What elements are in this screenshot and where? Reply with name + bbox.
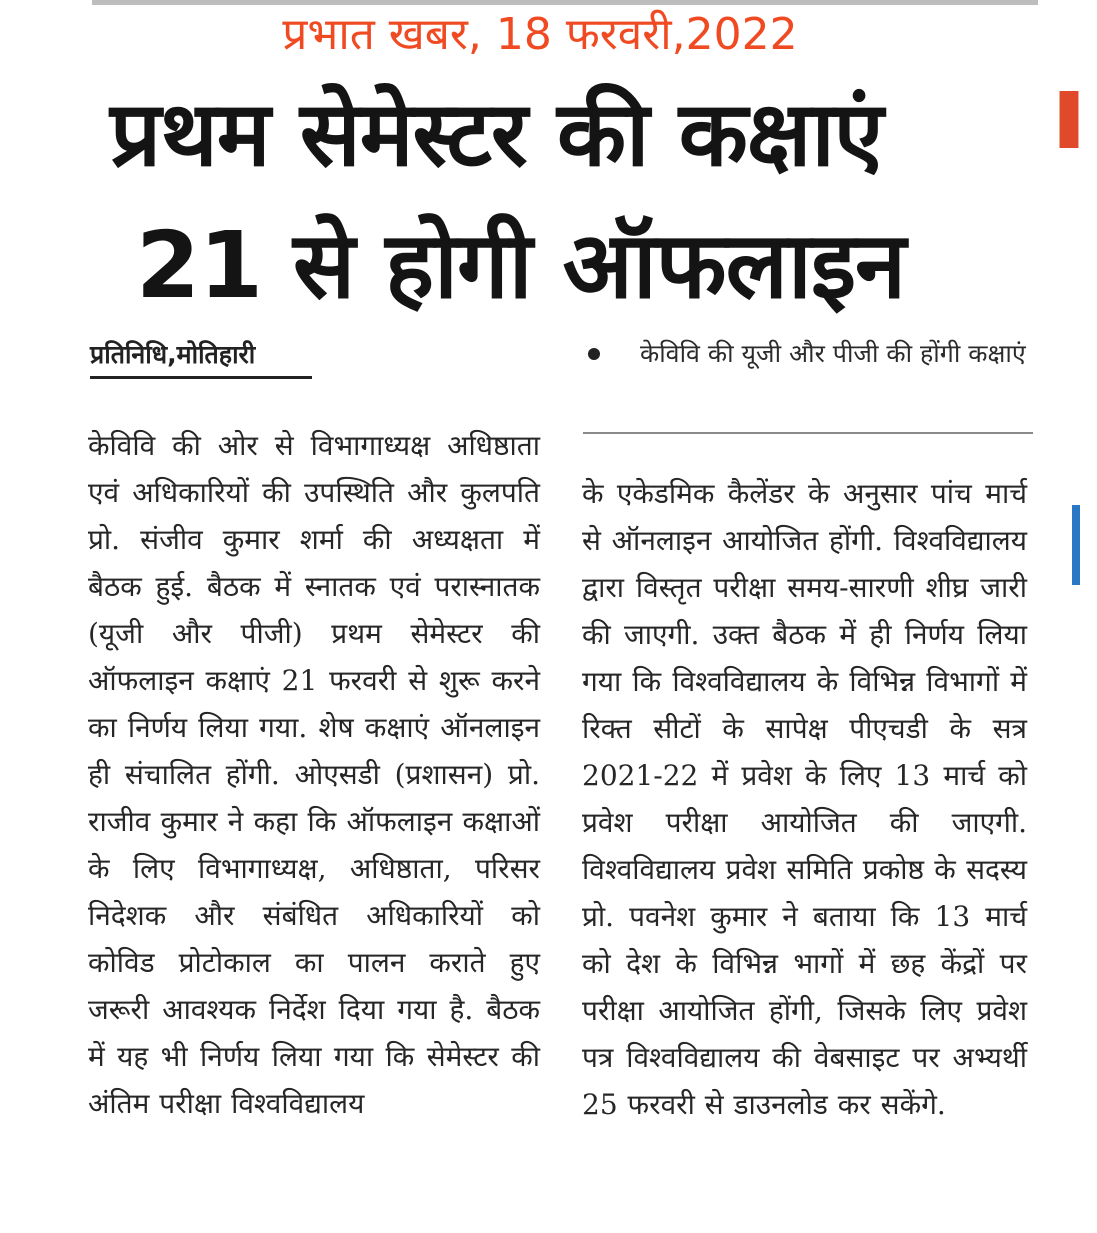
- highlight-box: [582, 330, 1037, 422]
- article-right-column: [582, 470, 1027, 1222]
- adjacent-article-fragment: ▌: [1060, 92, 1097, 148]
- bullet-dot-icon: [588, 348, 600, 360]
- article-left-text: केविवि की ओर से विभागाध्यक्ष अधिष्ठाता एवं अधिकारियों की उपस्थिति और कुलपति प्रो. संजीव कुमार शर्मा की अध्यक्षता में बैठक हुई. बैठक में स्नातक एवं परास्नातक (यूजी और पीजी) प्रथम सेमेस्टर की ऑफलाइन कक्षाएं 21 फरवरी से शुरू करने का निर्णय लिया गया. शेष कक्षाएं ऑनलाइन ही संचालित होंगी. ओएसडी (प्रशासन) प्रो. राजीव कुमार ने कहा कि ऑफलाइन कक्षाओं के लिए विभागाध्यक्ष, अधिष्ठाता, परिसर निदेशक और संबंधित अधिकारियों को कोविड प्रोटोकाल का पालन कराते हुए जरूरी आवश्यक निर्देश दिया गया है. बैठक में यह भी निर्णय लिया गया कि सेमेस्टर की अंतिम परीक्षा विश्वविद्यालय: [88, 429, 540, 1120]
- byline-underline: [90, 376, 312, 379]
- article-left-column: [88, 422, 540, 1222]
- byline: प्रतिनिधि,मोतिहारी: [90, 340, 256, 369]
- highlight-text: केविवि की यूजी और पीजी की होंगी कक्षाएं: [640, 339, 1026, 368]
- adjacent-article-color-bar: [1072, 505, 1080, 585]
- newspaper-source-date: प्रभात खबर, 18 फरवरी,2022: [282, 9, 798, 60]
- top-rule: [92, 0, 1038, 5]
- headline-line-1: प्रथम सेमेस्टर की कक्षाएं: [110, 82, 883, 187]
- column-divider-rule: [583, 432, 1033, 434]
- headline: [100, 70, 1035, 320]
- article-right-text: के एकेडमिक कैलेंडर के अनुसार पांच मार्च से ऑनलाइन आयोजित होंगी. विश्वविद्यालय द्वारा विस्तृत परीक्षा समय-सारणी शीघ्र जारी की जाएगी. उक्त बैठक में ही निर्णय लिया गया कि विश्वविद्यालय के विभिन्न विभागों में रिक्त सीटों के सापेक्ष पीएचडी के सत्र 2021-22 में प्रवेश के लिए 13 मार्च को प्रवेश परीक्षा आयोजित की जाएगी. विश्वविद्यालय प्रवेश समिति प्रकोष्ठ के सदस्य प्रो. पवनेश कुमार ने बताया कि 13 मार्च को देश के विभिन्न भागों में छह केंद्रों पर परीक्षा आयोजित होंगी, जिसके लिए प्रवेश पत्र विश्वविद्यालय की वेबसाइट पर अभ्यर्थी 25 फरवरी से डाउनलोड कर सकेंगे.: [582, 477, 1027, 1121]
- headline-line-2: 21 से होगी ऑफलाइन: [136, 212, 906, 319]
